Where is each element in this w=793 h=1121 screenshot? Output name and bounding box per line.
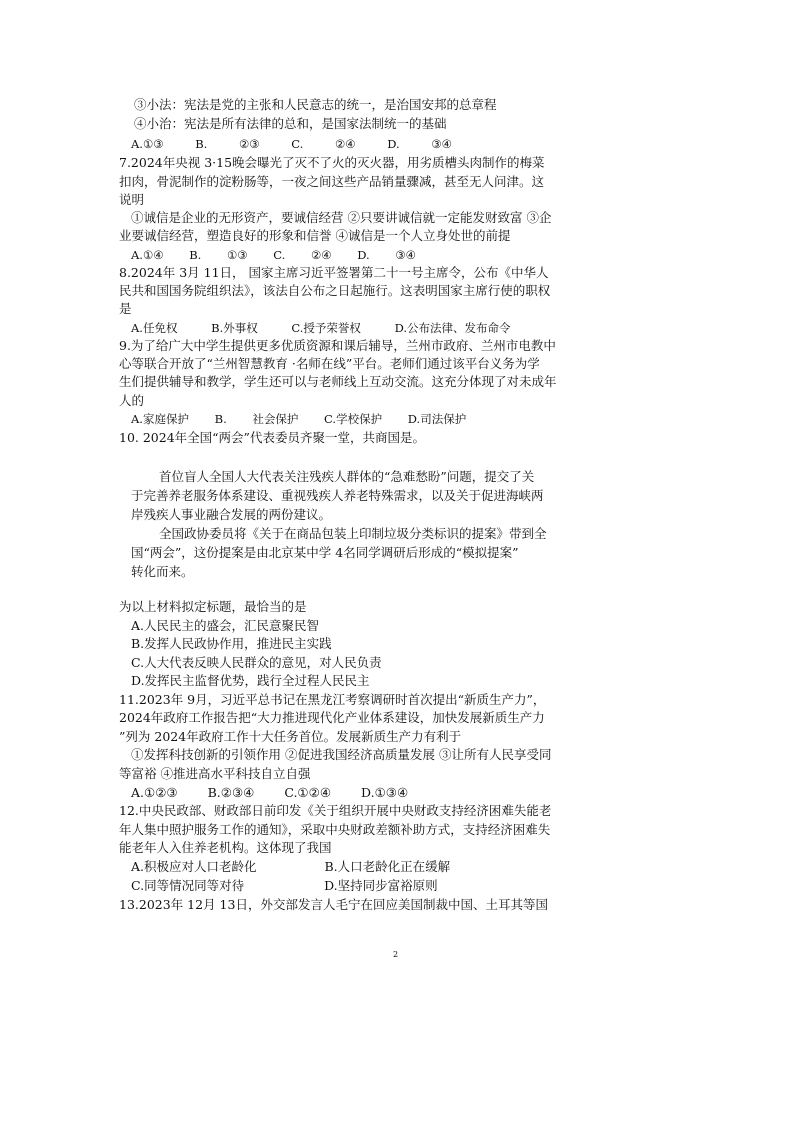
option-line: 业要诚信经营，塑造良好的形象和信誉 ④诚信是一个人立身处世的前提 bbox=[119, 228, 511, 243]
question-10: 10. 2024年全国“两会”代表委员齐聚一堂，共商国是。 bbox=[119, 430, 425, 445]
text-line: 年人集中照护服务工作的通知》，采取中央财政差额补助方式，支持经济困难失 bbox=[119, 822, 551, 837]
material-line: 于完善养老服务体系建设、重视残疾人养老特殊需求，以及关于促进海峡两 bbox=[131, 488, 544, 503]
answer-choices: A.家庭保护 B. 社会保护 C.学校保护 D.司法保护 bbox=[131, 412, 467, 426]
text-line: 心等联合开放了“兰州智慧教育 ·名师在线”平台。老师们通过该平台义务为学 bbox=[119, 356, 540, 371]
text-line: 能老年人入住养老机构。这体现了我国 bbox=[119, 840, 332, 855]
answer-choices: C.同等情况同等对待 D.坚持同步富裕原则 bbox=[131, 878, 438, 893]
text-line: ”列为 2024年政府工作十大任务首位。发展新质生产力有利于 bbox=[119, 729, 462, 744]
text-line: 是 bbox=[119, 301, 132, 316]
option-d: D.发挥民主监督优势，践行全过程人民民主 bbox=[131, 673, 370, 688]
answer-choices: A.①③ B. ②③ C. ②④ D. ③④ bbox=[131, 137, 452, 151]
answer-choices: A.任免权 B.外事权 C.授予荣誉权 D.公布法律、发布命令 bbox=[131, 321, 511, 335]
answer-choices: A.积极应对人口老龄化 B.人口老龄化正在缓解 bbox=[131, 859, 451, 874]
question-11: 11.2023年 9月，习近平总书记在黑龙江考察调研时首次提出“新质生产力”， bbox=[119, 692, 546, 707]
option-line: ④小治：宪法是所有法律的总和，是国家法制统一的基础 bbox=[134, 116, 447, 131]
text-line: 民共和国国务院组织法》，该法自公布之日起施行。这表明国家主席行使的职权 bbox=[119, 283, 551, 298]
material-line: 国“两会”，这份提案是由北京某中学 4名同学调研后形成的“模拟提案” bbox=[131, 545, 519, 560]
option-a: A.人民民主的盛会，汇民意聚民智 bbox=[131, 618, 320, 633]
text-line: 扣肉，骨泥制作的淀粉肠等，一夜之间这些产品销量骤减，甚至无人问津。这 bbox=[119, 174, 545, 189]
question-7: 7.2024年央视 3·15晚会曝光了灭不了火的灭火器，用劣质槽头肉制作的梅菜 bbox=[119, 155, 545, 170]
material-line: 首位盲人全国人大代表关注残疾人群体的“急难愁盼”问题，提交了关 bbox=[159, 469, 535, 484]
text-line: 说明 bbox=[119, 192, 145, 207]
question-12: 12.中央民政部、财政部日前印发《关于组织开展中央财政支持经济困难失能老 bbox=[119, 803, 552, 818]
question-9: 9.为了给广大中学生提供更多优质资源和课后辅导，兰州市政府、兰州市电教中 bbox=[119, 338, 556, 353]
answer-choices: A.①④ B. ①③ C. ②④ D. ③④ bbox=[131, 248, 416, 262]
material-line: 岸残疾人事业融合发展的两份建议。 bbox=[131, 507, 332, 522]
question-13: 13.2023年 12月 13日，外交部发言人毛宁在回应美国制裁中国、土耳其等国 bbox=[119, 897, 548, 912]
text-line: 生们提供辅导和教学，学生还可以与老师线上互动交流。这充分体现了对未成年 bbox=[119, 374, 557, 389]
text-line: 2024年政府工作报告把“大力推进现代化产业体系建设，加快发展新质生产力 bbox=[119, 710, 545, 725]
question-prompt: 为以上材料拟定标题，最恰当的是 bbox=[119, 599, 307, 614]
text-line: 人的 bbox=[119, 393, 145, 408]
page-number: 2 bbox=[393, 950, 399, 959]
option-line: 等富裕 ④推进高水平科技自立自强 bbox=[119, 766, 311, 781]
option-line: ③小法：宪法是党的主张和人民意志的统一，是治国安邦的总章程 bbox=[134, 97, 497, 112]
material-line: 全国政协委员将《关于在商品包装上印制垃圾分类标识的提案》带到全 bbox=[159, 526, 547, 541]
material-line: 转化而来。 bbox=[131, 564, 194, 579]
option-line: ①发挥科技创新的引领作用 ②促进我国经济高质量发展 ③让所有人民享受同 bbox=[131, 747, 552, 762]
question-8: 8.2024年 3月 11日， 国家主席习近平签署第二十一号主席令，公布《中华人 bbox=[119, 265, 549, 280]
option-c: C.人大代表反映人民群众的意见，对人民负责 bbox=[131, 655, 382, 670]
option-b: B.发挥人民政协作用，推进民主实践 bbox=[131, 636, 332, 651]
answer-choices: A.①②③ B.②③④ C.①②④ D.①③④ bbox=[131, 785, 409, 800]
option-line: ①诚信是企业的无形资产，要诚信经营 ②只要讲诚信就一定能发财致富 ③企 bbox=[131, 210, 552, 225]
